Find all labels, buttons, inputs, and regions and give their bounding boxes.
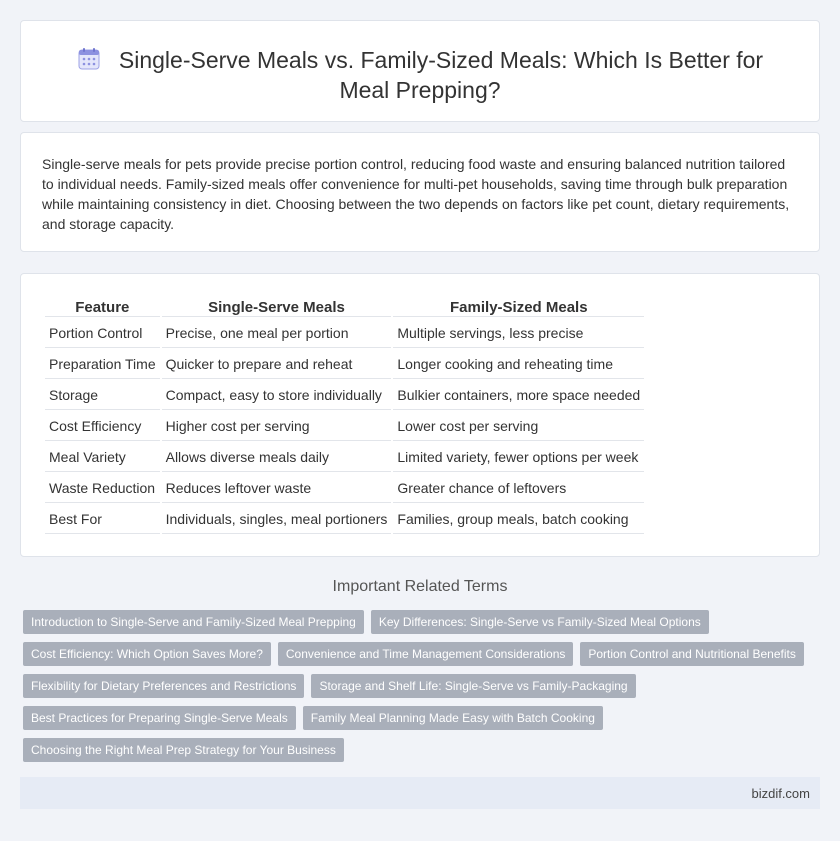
table-cell-family: Bulkier containers, more space needed: [393, 381, 644, 410]
related-term-link[interactable]: Portion Control and Nutritional Benefits: [580, 642, 803, 666]
calendar-icon: [77, 47, 101, 71]
related-term-link[interactable]: Best Practices for Preparing Single-Serve Meals: [23, 706, 296, 730]
table-cell-single: Individuals, singles, meal portioners: [162, 505, 392, 534]
table-row: [45, 319, 644, 348]
table-cell-feature: Storage: [45, 381, 160, 410]
table-cell-feature: Preparation Time: [45, 350, 160, 379]
column-header-feature: Feature: [45, 298, 160, 317]
related-terms-heading: Important Related Terms: [332, 578, 508, 595]
table-cell-single: Compact, easy to store individually: [162, 381, 392, 410]
related-term-link[interactable]: Family Meal Planning Made Easy with Batch Cooking: [303, 706, 603, 730]
page-title-row: [21, 45, 819, 105]
comparison-table: [43, 296, 646, 536]
column-header-single-serve: Single-Serve Meals: [162, 298, 392, 317]
page-title: Single-Serve Meals vs. Family-Sized Meals: Which Is Better for Meal Prepping?: [118, 47, 764, 103]
related-term-link[interactable]: Convenience and Time Management Considerations: [278, 642, 574, 666]
table-cell-feature: Best For: [45, 505, 160, 534]
table-cell-family: Families, group meals, batch cooking: [393, 505, 644, 534]
table-cell-single: Reduces leftover waste: [162, 474, 392, 503]
footer-site-link[interactable]: bizdif.com: [751, 786, 810, 801]
table-row: [45, 381, 644, 410]
table-row: [45, 412, 644, 441]
table-cell-family: Lower cost per serving: [393, 412, 644, 441]
table-cell-single: Allows diverse meals daily: [162, 443, 392, 472]
table-row: [45, 443, 644, 472]
table-cell-family: Longer cooking and reheating time: [393, 350, 644, 379]
column-header-family-sized: Family-Sized Meals: [393, 298, 644, 317]
related-term-link[interactable]: Introduction to Single-Serve and Family-Sized Meal Prepping: [23, 610, 364, 634]
table-cell-single: Higher cost per serving: [162, 412, 392, 441]
comparison-card: [20, 273, 820, 557]
related-term-link[interactable]: Choosing the Right Meal Prep Strategy for Your Business: [23, 738, 344, 762]
footer: [20, 777, 820, 809]
table-cell-family: Multiple servings, less precise: [393, 319, 644, 348]
table-cell-single: Quicker to prepare and reheat: [162, 350, 392, 379]
table-row: [45, 350, 644, 379]
table-cell-feature: Cost Efficiency: [45, 412, 160, 441]
related-term-link[interactable]: Flexibility for Dietary Preferences and Restrictions: [23, 674, 304, 698]
table-cell-family: Greater chance of leftovers: [393, 474, 644, 503]
summary-text: Single-serve meals for pets provide precise portion control, reducing food waste and ensuring balanced nutrition tailored to individual needs. Family-sized meals offer convenience for multi-pet households, saving time through bulk preparation while maintaining consistency in diet. Choosing between the two depends on factors like pet count, dietary requirements, and storage capacity.: [42, 156, 790, 232]
table-cell-feature: Portion Control: [45, 319, 160, 348]
table-cell-family: Limited variety, fewer options per week: [393, 443, 644, 472]
table-row: [45, 505, 644, 534]
header-card: [20, 20, 820, 122]
related-term-link[interactable]: Storage and Shelf Life: Single-Serve vs Family-Packaging: [311, 674, 635, 698]
table-row: [45, 474, 644, 503]
table-cell-feature: Waste Reduction: [45, 474, 160, 503]
table-header-row: [45, 298, 644, 317]
related-terms-list: [23, 610, 813, 770]
summary-card: [20, 132, 820, 252]
related-term-link[interactable]: Cost Efficiency: Which Option Saves More?: [23, 642, 271, 666]
related-term-link[interactable]: Key Differences: Single-Serve vs Family-Sized Meal Options: [371, 610, 709, 634]
table-cell-feature: Meal Variety: [45, 443, 160, 472]
table-cell-single: Precise, one meal per portion: [162, 319, 392, 348]
